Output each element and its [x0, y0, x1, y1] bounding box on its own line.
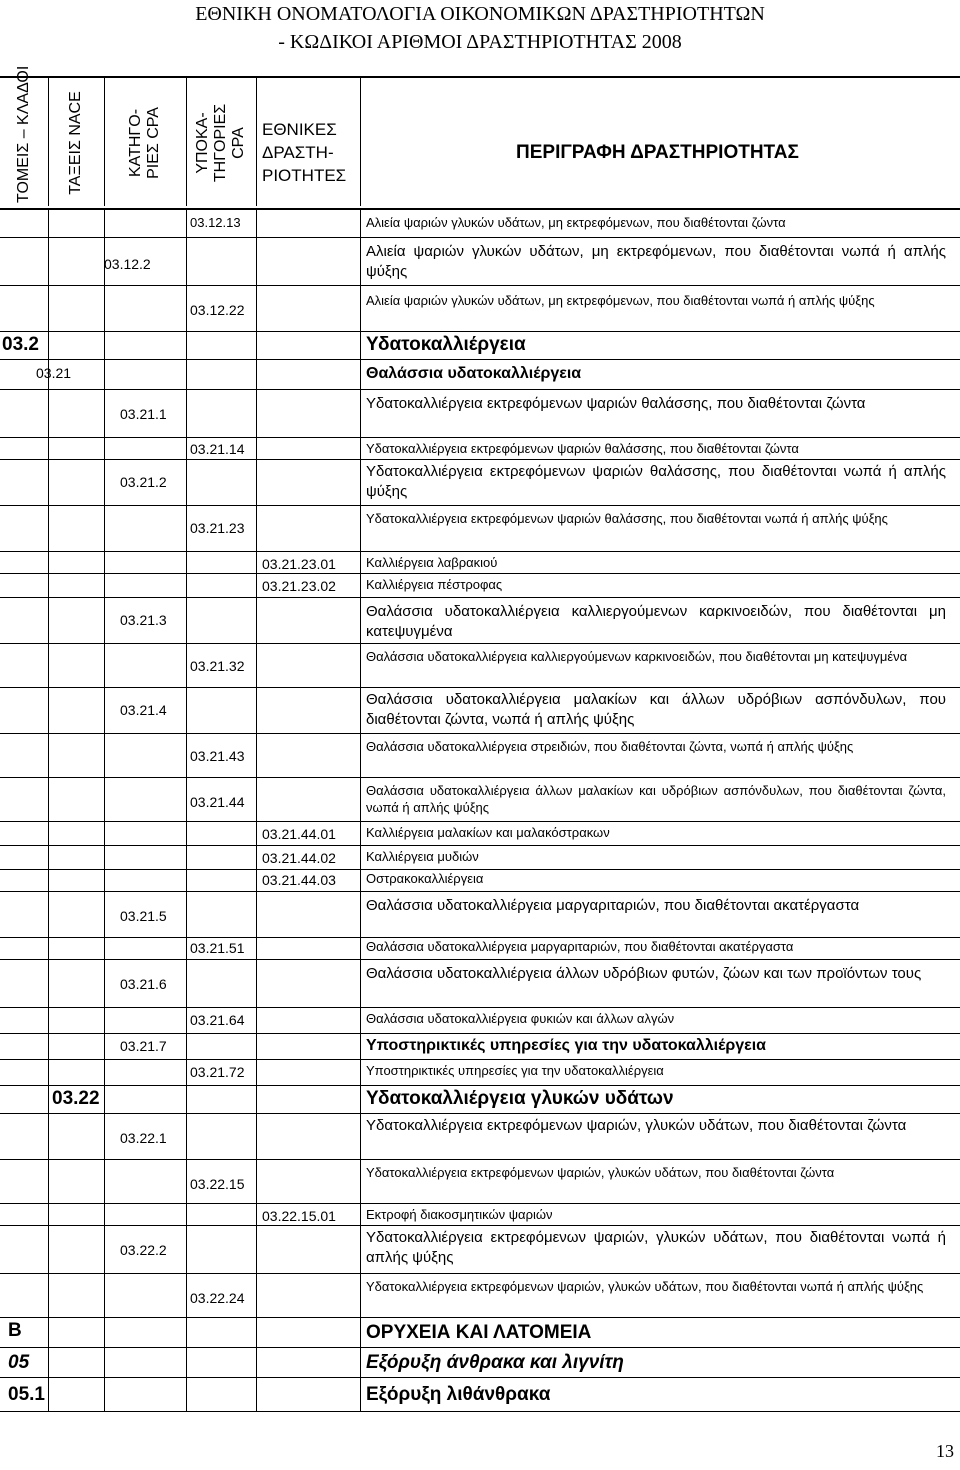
table-row — [0, 1160, 960, 1204]
row-divider — [186, 598, 187, 644]
row-divider — [48, 688, 49, 734]
table-row — [0, 332, 960, 360]
row-divider — [186, 1086, 187, 1114]
row-divider — [360, 1034, 361, 1060]
row-divider — [48, 286, 49, 332]
row-divider — [186, 332, 187, 360]
row-divider — [104, 438, 105, 460]
table-row — [0, 1318, 960, 1348]
row-divider — [104, 208, 105, 238]
row-divider — [186, 506, 187, 552]
row-divider — [256, 1318, 257, 1348]
row-divider — [104, 574, 105, 598]
table-row — [0, 1086, 960, 1114]
row-divider — [360, 574, 361, 598]
row-divider — [186, 574, 187, 598]
activity-description: Καλλιέργεια μαλακίων και μαλακόστρακων — [366, 825, 610, 840]
activity-description: Εξόρυξη άνθρακα και λιγνίτη — [366, 1352, 624, 1373]
activity-code: Β — [8, 1320, 22, 1341]
row-divider — [104, 870, 105, 892]
row-divider — [48, 822, 49, 846]
activity-code: 03.21.44.01 — [262, 826, 336, 842]
row-divider — [186, 360, 187, 390]
activity-code: 03.12.13 — [190, 215, 241, 230]
table-row — [0, 574, 960, 598]
row-divider — [104, 1034, 105, 1060]
row-divider — [48, 598, 49, 644]
page-number: 13 — [936, 1441, 954, 1461]
row-divider — [186, 438, 187, 460]
table-row — [0, 1204, 960, 1226]
table-row — [0, 1034, 960, 1060]
table-row — [0, 870, 960, 892]
row-divider — [256, 390, 257, 438]
activity-description: Υδατοκαλλιέργεια — [366, 334, 526, 355]
table-row — [0, 734, 960, 778]
row-divider — [186, 1274, 187, 1318]
row-divider — [186, 238, 187, 286]
row-divider — [186, 822, 187, 846]
row-divider — [104, 734, 105, 778]
table-row — [0, 598, 960, 644]
activity-description: Θαλάσσια υδατοκαλλιέργεια άλλων υδρόβιων φυτών, ζώων και των προϊόντων τους — [366, 965, 922, 982]
row-divider — [360, 846, 361, 870]
header-divider — [186, 76, 187, 206]
row-divider — [360, 438, 361, 460]
row-divider — [48, 870, 49, 892]
row-divider — [104, 778, 105, 822]
row-divider — [48, 506, 49, 552]
row-divider — [256, 1086, 257, 1114]
row-divider — [360, 332, 361, 360]
row-divider — [360, 238, 361, 286]
row-divider — [360, 1318, 361, 1348]
row-divider — [186, 286, 187, 332]
row-divider — [360, 644, 361, 688]
row-divider — [256, 1160, 257, 1204]
row-divider — [360, 1060, 361, 1086]
row-divider — [360, 552, 361, 574]
row-divider — [186, 552, 187, 574]
row-divider — [186, 1226, 187, 1274]
row-divider — [48, 1008, 49, 1034]
row-divider — [104, 1086, 105, 1114]
row-divider — [48, 734, 49, 778]
row-divider — [256, 822, 257, 846]
row-divider — [360, 598, 361, 644]
row-divider — [186, 892, 187, 938]
activity-code: 03.12.22 — [190, 302, 245, 318]
activity-description: Θαλάσσια υδατοκαλλιέργεια — [366, 365, 582, 382]
table-row — [0, 822, 960, 846]
row-divider — [104, 822, 105, 846]
activity-description: Υδατοκαλλιέργεια εκτρεφόμενων ψαριών, γλυκών υδάτων, που διαθέτονται νωπά ή απλής ψύξης — [366, 1229, 946, 1266]
row-divider — [256, 1034, 257, 1060]
row-divider — [360, 778, 361, 822]
row-divider — [104, 1060, 105, 1086]
activity-description: Υδατοκαλλιέργεια εκτρεφόμενων ψαριών θαλάσσης, που διαθέτονται ζώντα — [366, 441, 799, 456]
row-divider — [48, 960, 49, 1008]
row-divider — [48, 1378, 49, 1412]
row-divider — [48, 778, 49, 822]
activity-code: 03.21.32 — [190, 658, 245, 674]
table-row — [0, 552, 960, 574]
row-divider — [186, 644, 187, 688]
row-divider — [48, 1274, 49, 1318]
row-divider — [104, 1318, 105, 1348]
row-divider — [360, 1008, 361, 1034]
row-divider — [360, 506, 361, 552]
row-divider — [256, 1114, 257, 1160]
row-divider — [186, 390, 187, 438]
header-divider — [104, 76, 105, 206]
row-divider — [256, 892, 257, 938]
activity-code: 03.21.51 — [190, 940, 245, 956]
table-row — [0, 1348, 960, 1378]
row-divider — [256, 506, 257, 552]
activity-code: 03.21.14 — [190, 441, 245, 457]
row-divider — [48, 1204, 49, 1226]
row-divider — [104, 360, 105, 390]
row-divider — [256, 438, 257, 460]
activity-code: 03.21.2 — [120, 474, 167, 490]
activity-description: Εκτροφή διακοσμητικών ψαριών — [366, 1207, 553, 1222]
table-row — [0, 438, 960, 460]
table-row — [0, 1060, 960, 1086]
table-row — [0, 1008, 960, 1034]
activity-code: 03.22.24 — [190, 1290, 245, 1306]
activity-description: Θαλάσσια υδατοκαλλιέργεια μαργαριταριών, που διαθέτονται ακατέργαστα — [366, 939, 794, 954]
row-divider — [48, 938, 49, 960]
row-divider — [104, 846, 105, 870]
row-divider — [360, 286, 361, 332]
row-divider — [186, 960, 187, 1008]
activity-code: 03.21.4 — [120, 702, 167, 718]
row-divider — [48, 1348, 49, 1378]
row-divider — [104, 390, 105, 438]
row-divider — [48, 390, 49, 438]
row-divider — [186, 1204, 187, 1226]
activity-description: Θαλάσσια υδατοκαλλιέργεια φυκιών και άλλων αλγών — [366, 1011, 675, 1026]
row-divider — [360, 1226, 361, 1274]
activity-code: 03.22.2 — [120, 1242, 167, 1258]
row-divider — [256, 598, 257, 644]
row-divider — [48, 644, 49, 688]
activity-code: 03.12.2 — [104, 256, 151, 272]
row-divider — [48, 208, 49, 238]
row-divider — [186, 1034, 187, 1060]
activity-description: Θαλάσσια υδατοκαλλιέργεια καλλιεργούμενων καρκινοειδών, που διαθέτονται μη κατεψυγμένα — [366, 603, 946, 640]
activity-description: Υδατοκαλλιέργεια εκτρεφόμενων ψαριών θαλάσσης, που διαθέτονται νωπά ή απλής ψύξης — [366, 463, 946, 500]
row-divider — [256, 846, 257, 870]
activity-code: 03.21.72 — [190, 1064, 245, 1080]
row-divider — [256, 778, 257, 822]
activity-code: 05.1 — [8, 1384, 45, 1405]
header-divider — [360, 76, 361, 206]
row-divider — [48, 1060, 49, 1086]
row-divider — [48, 438, 49, 460]
row-divider — [256, 734, 257, 778]
row-divider — [104, 1160, 105, 1204]
activity-description: Καλλιέργεια λαβρακιού — [366, 555, 498, 570]
row-divider — [104, 644, 105, 688]
row-divider — [256, 460, 257, 506]
table-row — [0, 208, 960, 238]
row-divider — [104, 598, 105, 644]
row-divider — [256, 870, 257, 892]
table-row — [0, 390, 960, 438]
row-divider — [48, 1114, 49, 1160]
row-divider — [360, 960, 361, 1008]
header-divider — [256, 76, 257, 206]
table-row — [0, 360, 960, 390]
row-divider — [256, 644, 257, 688]
activity-description: Υδατοκαλλιέργεια γλυκών υδάτων — [366, 1088, 674, 1109]
activity-description: Αλιεία ψαριών γλυκών υδάτων, μη εκτρεφόμενων, που διαθέτονται νωπά ή απλής ψύξης — [366, 293, 875, 308]
row-divider — [48, 1034, 49, 1060]
activity-description: Θαλάσσια υδατοκαλλιέργεια μαργαριταριών, που διαθέτονται ακατέργαστα — [366, 897, 860, 914]
row-divider — [256, 1274, 257, 1318]
activity-description: Οστρακοκαλλιέργεια — [366, 871, 484, 886]
row-divider — [104, 1378, 105, 1412]
row-divider — [360, 822, 361, 846]
activity-code: 03.21.44.03 — [262, 872, 336, 888]
activity-code: 03.21.3 — [120, 612, 167, 628]
activity-code: 03.21.1 — [120, 406, 167, 422]
row-divider — [186, 1318, 187, 1348]
row-divider — [186, 1060, 187, 1086]
row-divider — [360, 1348, 361, 1378]
activity-code: 03.21.6 — [120, 976, 167, 992]
activity-code: 03.21.43 — [190, 748, 245, 764]
activity-code: 03.22.15.01 — [262, 1208, 336, 1224]
activity-code: 05 — [8, 1352, 30, 1373]
row-divider — [104, 506, 105, 552]
row-divider — [360, 1086, 361, 1114]
row-divider — [186, 1160, 187, 1204]
table-row — [0, 1114, 960, 1160]
table-row — [0, 1274, 960, 1318]
header-col-cpa-categories: ΚΑΤΗΓΟ-ΡΙΕΣ CPA — [127, 107, 162, 179]
activity-code: 03.21.7 — [120, 1038, 167, 1054]
row-divider — [256, 688, 257, 734]
activity-description: Θαλάσσια υδατοκαλλιέργεια μαλακίων και άλλων υδρόβιων ασπόνδυλων, που διαθέτονται ζώντα, νωπά ή απλής ψύξης — [366, 691, 946, 728]
row-divider — [104, 892, 105, 938]
row-divider — [186, 1008, 187, 1034]
row-divider — [256, 552, 257, 574]
row-divider — [256, 1378, 257, 1412]
table-row — [0, 1378, 960, 1412]
row-divider — [104, 1348, 105, 1378]
table-row — [0, 238, 960, 286]
row-divider — [104, 332, 105, 360]
row-divider — [104, 1114, 105, 1160]
table-row — [0, 460, 960, 506]
activity-description: Αλιεία ψαριών γλυκών υδάτων, μη εκτρεφόμενων, που διαθέτονται ζώντα — [366, 215, 786, 230]
row-divider — [360, 892, 361, 938]
row-divider — [104, 960, 105, 1008]
row-divider — [256, 1060, 257, 1086]
header-divider — [48, 76, 49, 206]
activity-code: 03.21.64 — [190, 1012, 245, 1028]
row-divider — [256, 938, 257, 960]
row-divider — [104, 552, 105, 574]
row-divider — [256, 1008, 257, 1034]
activity-code: 03.21.44 — [190, 794, 245, 810]
row-divider — [48, 332, 49, 360]
row-divider — [360, 390, 361, 438]
row-divider — [256, 238, 257, 286]
row-divider — [256, 208, 257, 238]
document-title-line1: ΕΘΝΙΚΗ ΟΝΟΜΑΤΟΛΟΓΙΑ ΟΙΚΟΝΟΜΙΚΩΝ ΔΡΑΣΤΗΡΙΟΤΗΤΩΝ — [195, 3, 765, 25]
row-divider — [48, 1160, 49, 1204]
row-divider — [360, 1204, 361, 1226]
activity-description: Υδατοκαλλιέργεια εκτρεφόμενων ψαριών θαλάσσης, που διαθέτονται ζώντα — [366, 395, 866, 412]
row-divider — [256, 1204, 257, 1226]
table-row — [0, 846, 960, 870]
activity-code: 03.2 — [2, 334, 39, 355]
row-divider — [256, 360, 257, 390]
activity-description: ΟΡΥΧΕΙΑ ΚΑΙ ΛΑΤΟΜΕΙΑ — [366, 1322, 592, 1343]
row-divider — [360, 688, 361, 734]
activity-description: Θαλάσσια υδατοκαλλιέργεια καλλιεργούμενων καρκινοειδών, που διαθέτονται μη κατεψυγμένα — [366, 649, 908, 664]
activity-code: 03.21.5 — [120, 908, 167, 924]
row-divider — [186, 778, 187, 822]
activity-description: Υδατοκαλλιέργεια εκτρεφόμενων ψαριών, γλυκών υδάτων, που διαθέτονται ζώντα — [366, 1165, 835, 1180]
row-divider — [256, 1226, 257, 1274]
activity-description: Αλιεία ψαριών γλυκών υδάτων, μη εκτρεφόμενων, που διαθέτονται νωπά ή απλής ψύξης — [366, 243, 946, 280]
header-col-sectors: ΤΟΜΕΙΣ – ΚΛΑΔΟΙ — [15, 65, 32, 203]
table-row — [0, 506, 960, 552]
row-divider — [256, 286, 257, 332]
activity-code: 03.22.1 — [120, 1130, 167, 1146]
row-divider — [186, 460, 187, 506]
row-bottom-border — [0, 1411, 960, 1412]
row-divider — [48, 552, 49, 574]
table-row — [0, 778, 960, 822]
activity-description: Καλλιέργεια μυδιών — [366, 849, 479, 864]
row-divider — [104, 460, 105, 506]
row-divider — [48, 846, 49, 870]
row-divider — [186, 938, 187, 960]
activity-description: Υδατοκαλλιέργεια εκτρεφόμενων ψαριών, γλυκών υδάτων, που διαθέτονται νωπά ή απλής ψύξης — [366, 1279, 924, 1294]
activity-description: Εξόρυξη λιθάνθρακα — [366, 1384, 551, 1405]
row-divider — [360, 734, 361, 778]
activity-description: Υδατοκαλλιέργεια εκτρεφόμενων ψαριών, γλυκών υδάτων, που διαθέτονται ζώντα — [366, 1117, 907, 1134]
row-divider — [186, 846, 187, 870]
row-divider — [186, 1114, 187, 1160]
activity-description: Υποστηρικτικές υπηρεσίες για την υδατοκαλλιέργεια — [366, 1037, 767, 1054]
activity-code: 03.21.44.02 — [262, 850, 336, 866]
row-divider — [186, 1378, 187, 1412]
header-col-nace: ΤΑΞΕΙΣ NACE — [67, 91, 84, 195]
table-row — [0, 286, 960, 332]
activity-code: 03.21.23 — [190, 520, 245, 536]
row-divider — [104, 688, 105, 734]
table-row — [0, 1226, 960, 1274]
row-divider — [360, 208, 361, 238]
header-col-national-activities: ΕΘΝΙΚΕΣ ΔΡΑΣΤΗ- ΡΙΟΤΗΤΕΣ — [262, 120, 347, 185]
row-divider — [104, 1274, 105, 1318]
row-divider — [48, 1226, 49, 1274]
row-divider — [48, 1086, 49, 1114]
row-divider — [256, 1348, 257, 1378]
row-divider — [186, 734, 187, 778]
row-divider — [186, 688, 187, 734]
row-divider — [360, 1160, 361, 1204]
row-divider — [360, 360, 361, 390]
header-col-cpa-subcategories: ΥΠΟΚΑ-ΤΗΓΟΡΙΕΣ CPA — [194, 103, 248, 183]
row-divider — [48, 460, 49, 506]
activity-code: 03.21.23.01 — [262, 556, 336, 572]
row-divider — [48, 238, 49, 286]
row-divider — [104, 1204, 105, 1226]
row-divider — [186, 208, 187, 238]
row-divider — [360, 938, 361, 960]
activity-description: Καλλιέργεια πέστροφας — [366, 577, 503, 592]
row-divider — [48, 1318, 49, 1348]
row-divider — [104, 1008, 105, 1034]
row-divider — [360, 870, 361, 892]
row-divider — [186, 1348, 187, 1378]
activity-code: 03.21.23.02 — [262, 578, 336, 594]
activity-description: Θαλάσσια υδατοκαλλιέργεια στρειδιών, που διαθέτονται ζώντα, νωπά ή απλής ψύξης — [366, 739, 854, 754]
row-divider — [186, 870, 187, 892]
row-divider — [104, 286, 105, 332]
document-title-line2: - ΚΩΔΙΚΟΙ ΑΡΙΘΜΟΙ ΔΡΑΣΤΗΡΙΟΤΗΤΑΣ 2008 — [278, 31, 682, 53]
header-col-description: ΠΕΡΙΓΡΑΦΗ ΔΡΑΣΤΗΡΙΟΤΗΤΑΣ — [516, 142, 799, 163]
row-divider — [48, 574, 49, 598]
row-divider — [360, 1274, 361, 1318]
row-divider — [360, 1114, 361, 1160]
row-divider — [48, 892, 49, 938]
table-row — [0, 688, 960, 734]
activity-code: 03.22 — [52, 1088, 100, 1109]
row-divider — [256, 960, 257, 1008]
row-divider — [256, 574, 257, 598]
row-divider — [104, 1226, 105, 1274]
row-divider — [360, 1378, 361, 1412]
table-row — [0, 892, 960, 938]
row-divider — [256, 332, 257, 360]
activity-description: Υποστηρικτικές υπηρεσίες για την υδατοκαλλιέργεια — [366, 1063, 664, 1078]
table-row — [0, 644, 960, 688]
row-divider — [104, 938, 105, 960]
activity-code: 03.22.15 — [190, 1176, 245, 1192]
activity-code: 03.21 — [36, 365, 72, 381]
activity-description: Υδατοκαλλιέργεια εκτρεφόμενων ψαριών θαλάσσης, που διαθέτονται νωπά ή απλής ψύξης — [366, 511, 888, 526]
table-row — [0, 960, 960, 1008]
row-divider — [360, 460, 361, 506]
table-row — [0, 938, 960, 960]
activity-description: Θαλάσσια υδατοκαλλιέργεια άλλων μαλακίων και υδρόβιων ασπόνδυλων, που διαθέτονται ζώντα, νωπά ή απλής ψύξης — [366, 783, 946, 815]
